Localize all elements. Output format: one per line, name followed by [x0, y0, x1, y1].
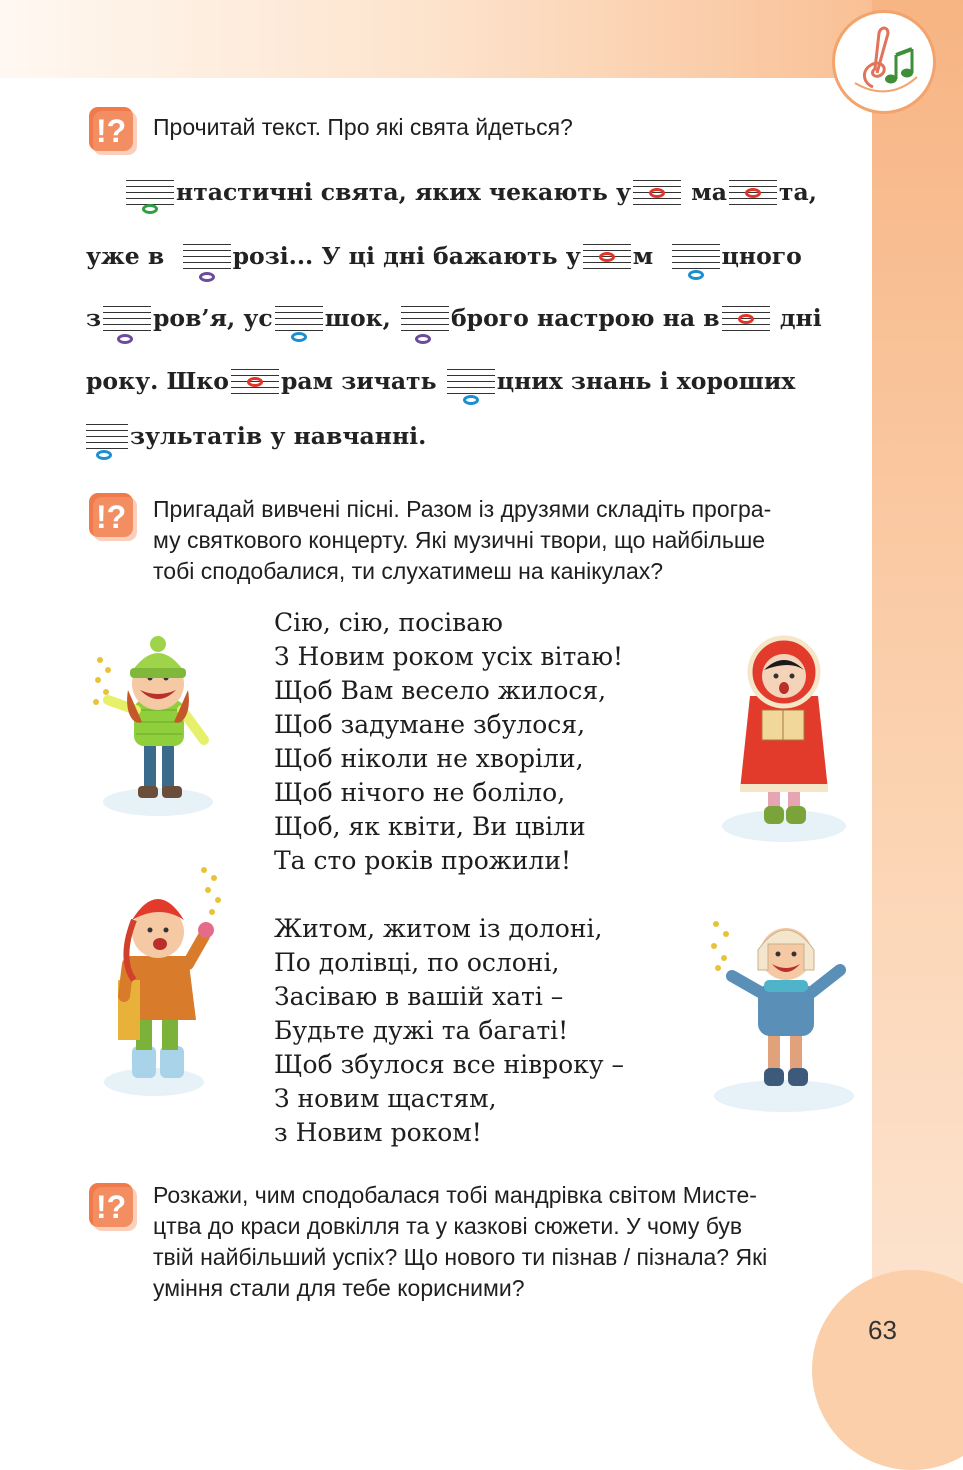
question-task-icon: [88, 492, 138, 542]
task1-text: Прочитай текст. Про які свята йдеться?: [153, 114, 573, 140]
note-staff-red: [583, 240, 631, 270]
note-staff-blue: [275, 302, 323, 332]
music-logo-icon: [832, 10, 936, 114]
note-staff-green: [126, 176, 174, 206]
svg-text:!?: !?: [96, 1189, 127, 1225]
right-decor-band: [872, 0, 963, 1394]
poem-2: Житом, житом із долоні, По долівці, по ослоні, Засіваю в вашій хаті – Будьте дужі та багаті! Щоб збулося все нівроку – З новим щастям, з Новим роком!: [274, 914, 625, 1147]
riddle-line-1: нтастичні свята, яких чекають у ма та,: [124, 176, 817, 206]
note-staff-blue: [672, 240, 720, 270]
child-red-coat-illustration: [720, 620, 860, 850]
riddle-line-5: зультатів у навчанні.: [86, 420, 426, 450]
svg-text:!?: !?: [96, 113, 127, 149]
note-staff-blue: [86, 420, 128, 450]
task3-text: Розкажи, чим сподобалася тобі мандрівка світом Мисте- цтва до краси довкілля та у казкові сюжети. У чому був твій найбільший успіх? Що нового ти пізнав / пізнала? Які уміння стали для тебе корисними?: [153, 1182, 768, 1301]
note-staff-purple: [401, 302, 449, 332]
riddle-line-3: з ров’я, ус шок, брого настрою на в дні: [86, 302, 822, 332]
page-number: 63: [868, 1315, 897, 1345]
poem-1: Сію, сію, посіваю З Новим роком усіх вітаю! Щоб Вам весело жилося, Щоб задумане збулося, Щоб ніколи не хворіли, Щоб нічого не боліло, Щоб, як квіти, Ви цвіли Та сто років прожили!: [274, 608, 623, 875]
child-green-hat-illustration: [88, 630, 228, 830]
question-task-icon: [88, 1182, 138, 1232]
note-staff-red: [633, 176, 681, 206]
riddle-line-4: року. Шко рам зичать цних знань і хороших: [86, 365, 795, 395]
note-staff-red: [729, 176, 777, 206]
task2-text: Пригадай вивчені пісні. Разом із друзями складіть програ- му святкового концерту. Які музичні твори, що найбільше тобі сподобалися, ти слухатимеш на канікулах?: [153, 496, 772, 584]
riddle-line-2: уже в розі... У ці дні бажають у м цного: [86, 240, 802, 270]
child-blue-coat-illustration: [704, 900, 864, 1120]
child-orange-coat-illustration: [104, 860, 244, 1100]
note-staff-red: [231, 365, 279, 395]
question-task-icon: [88, 106, 138, 156]
note-staff-blue: [447, 365, 495, 395]
note-staff-purple: [103, 302, 151, 332]
top-decor-band: [0, 0, 963, 78]
note-staff-purple: [183, 240, 231, 270]
svg-text:!?: !?: [96, 499, 127, 535]
note-staff-red: [722, 302, 770, 332]
